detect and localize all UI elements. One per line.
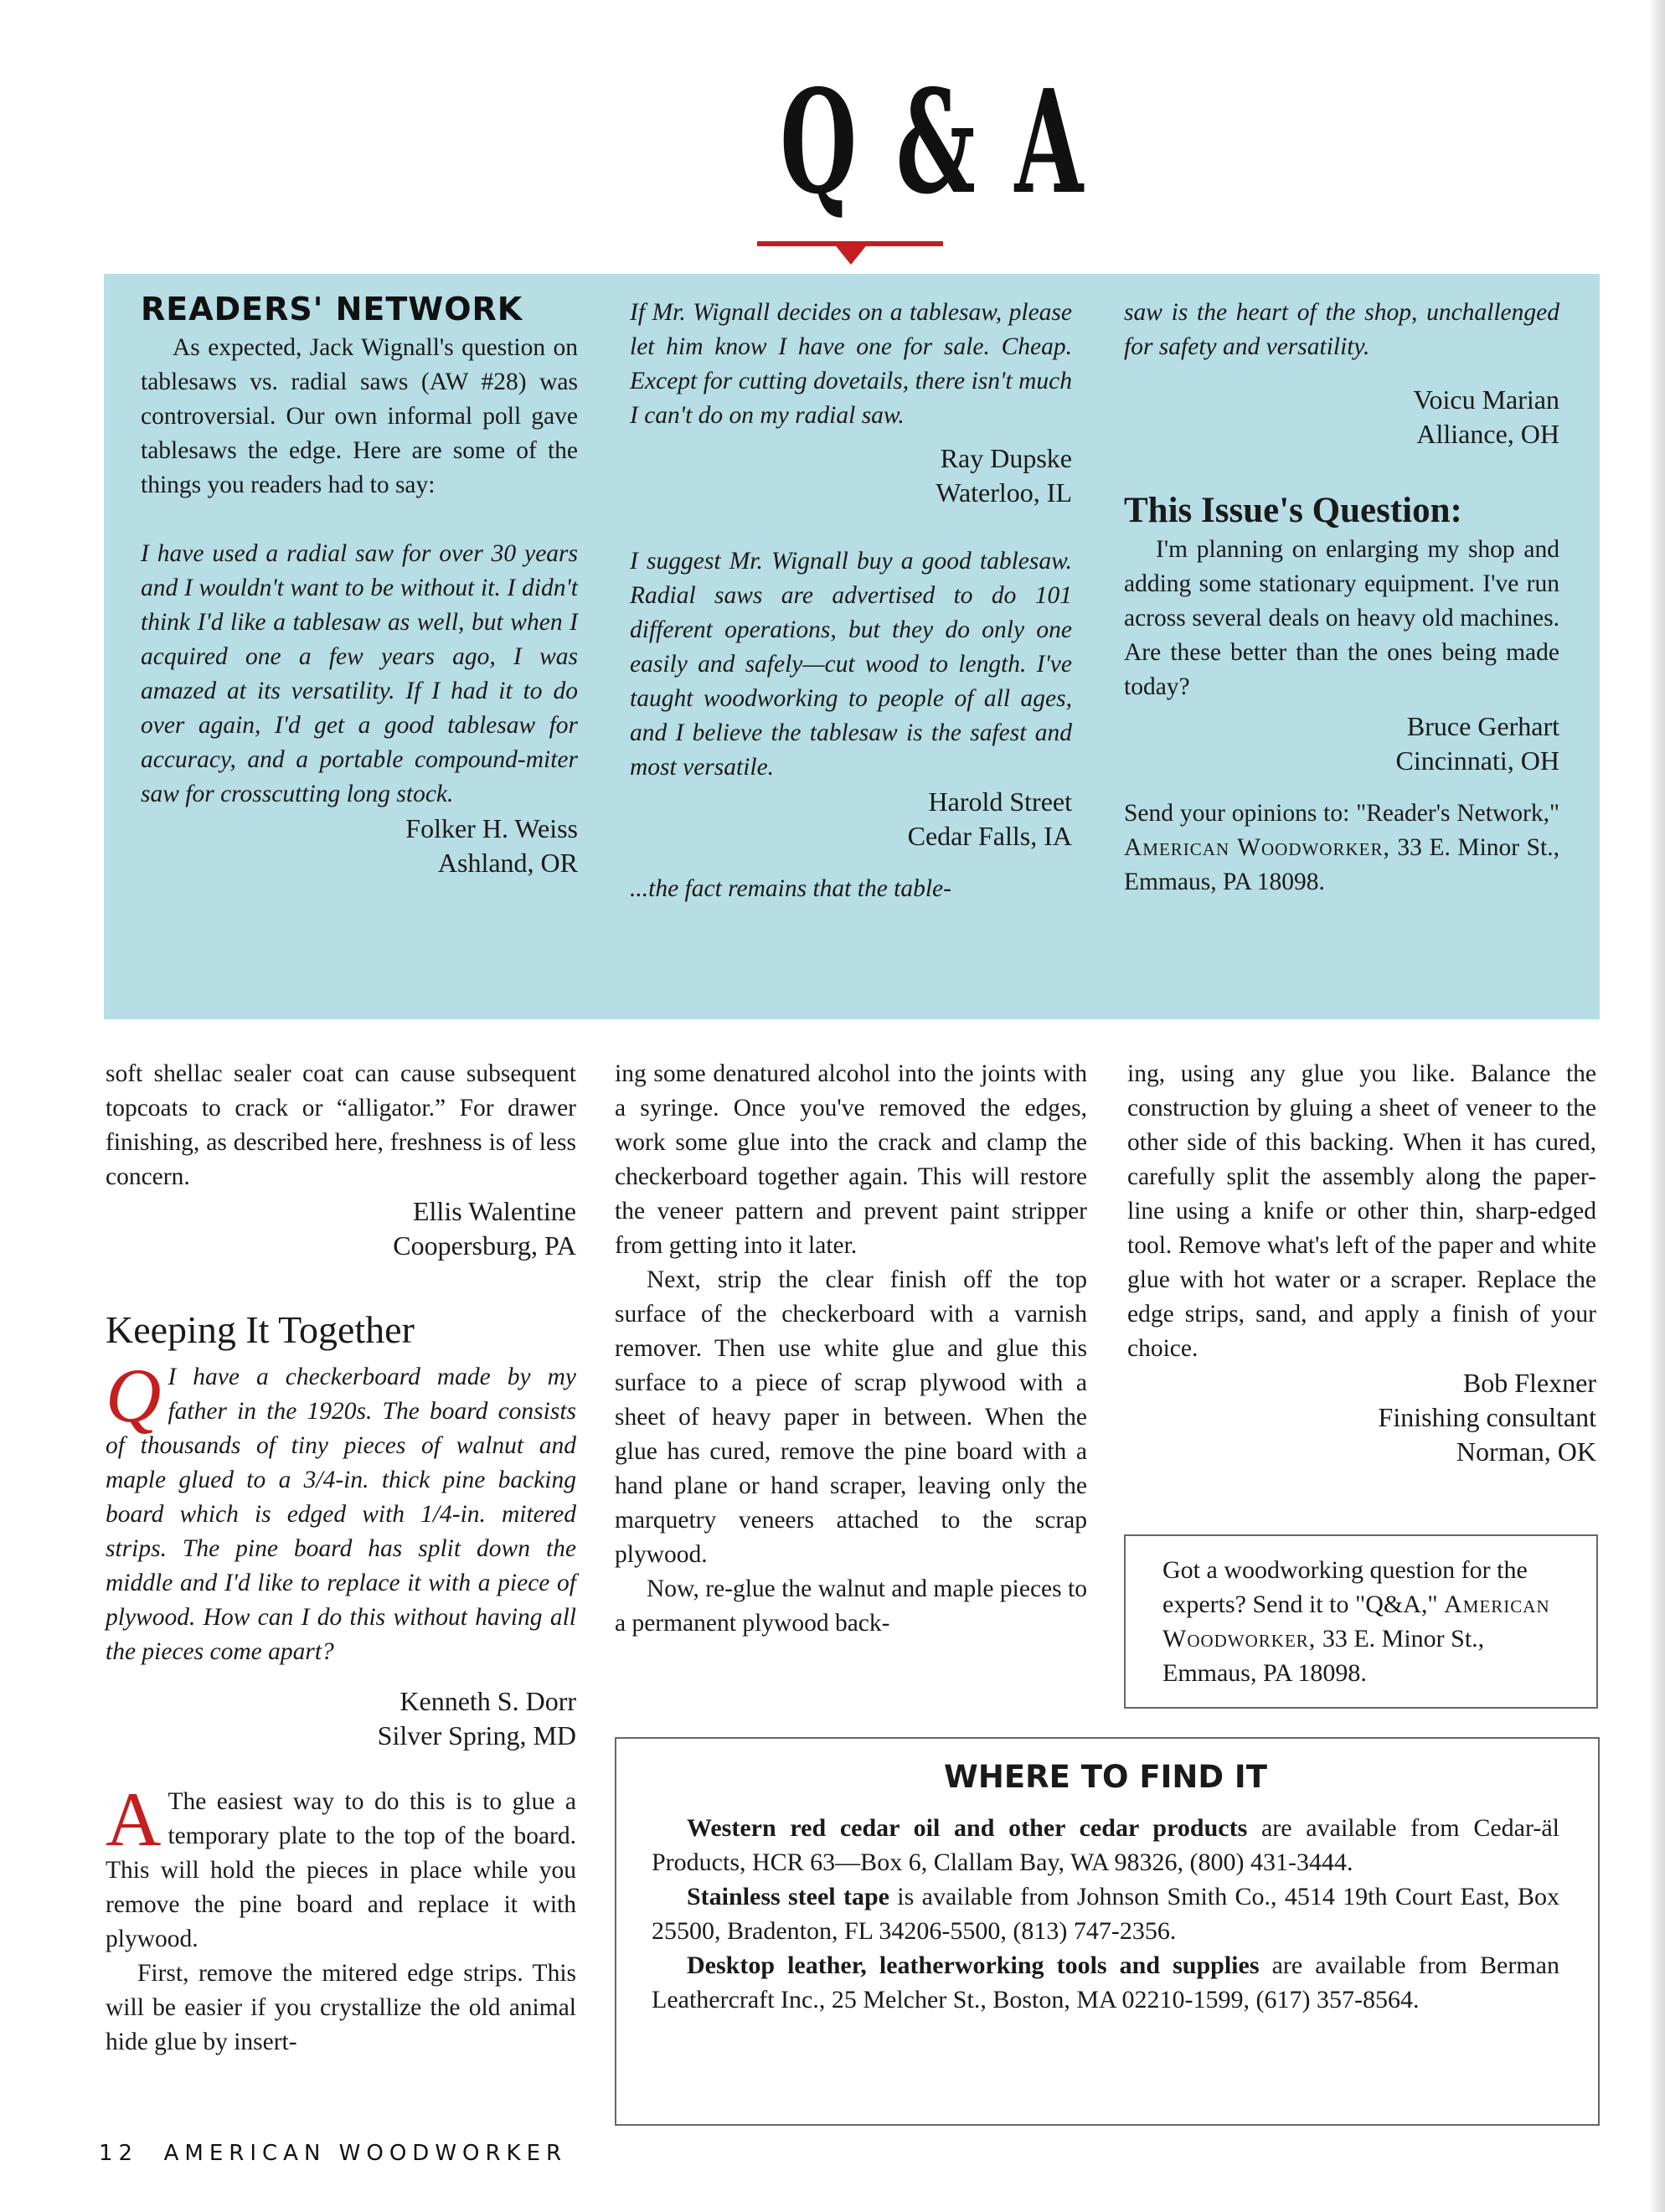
readers-network-col-2	[630, 296, 1072, 906]
source-item: Desktop leather, leatherworking tools and supplies are available from Berman Leathercraft Inc., 25 Melcher St., Boston, MA 02210-1599, (617) 357-8564.	[652, 1952, 1559, 2013]
answer-location: Coopersburg, PA	[393, 1230, 576, 1261]
question-text: Q I have a checkerboard made by my father in the 1920s. The board consists of thousands of tiny pieces of walnut and maple glued to a 3/4-in. thick pine backing board which is edged with 1/4-in. mitered strips. The pine board has split down the middle and I'd like to replace it with a piece of plywood. How can I do this without having all the pieces come apart?	[106, 1353, 576, 1665]
readers-network-heading: READERS' NETWORK	[141, 291, 523, 327]
column-3	[1127, 1057, 1596, 1469]
answer-author: Bob Flexner	[1462, 1368, 1596, 1398]
readers-network-col-1	[141, 289, 578, 880]
readers-network-col-3	[1124, 296, 1559, 900]
answer-continued: ing some denatured alcohol into the joints with a syringe. Once you've removed the edges, work some glue into the crack and clamp the checkerboard together again. This will restore the veneer pattern and prevent paint stripper from getting into it later.	[615, 1060, 1087, 1259]
readers-network-intro: As expected, Jack Wignall's question on tablesaws vs. radial saws (AW #28) was controversial. Our own informal poll gave tablesaws the edge. Here are some of the things you readers had to say:	[141, 334, 578, 498]
section-title: Q & A	[780, 59, 1088, 226]
letter-location: Waterloo, IL	[936, 477, 1072, 508]
got-question-box	[1124, 1534, 1598, 1709]
answer-author: Ellis Walentine	[412, 1196, 576, 1226]
letter-text: I suggest Mr. Wignall buy a good tablesaw. Radial saws are advertised to do 101 different operations, but they do only one easily and safely—cut wood to length. I've taught woodworking to people of all ages, and I believe the tablesaw is the safest and most versatile.	[630, 548, 1072, 781]
letter-location: Ashland, OR	[437, 848, 578, 878]
letter-signature	[1124, 383, 1559, 451]
letter-author: Ray Dupske	[940, 443, 1072, 473]
magazine-name: American Woodworker,	[1124, 834, 1390, 861]
answer-text-2: First, remove the mitered edge strips. This will be easier if you crystallize the old animal hide glue by insert-	[106, 1960, 576, 2055]
question-author: Kenneth S. Dorr	[399, 1686, 576, 1716]
got-question-text: Got a woodworking question for the experts? Send it to "Q&A," American Woodworker, 33 E. Minor St., Emmaus, PA 18098.	[1162, 1556, 1550, 1687]
answer-paragraph: Now, re-glue the walnut and maple pieces to a permanent plywood back-	[615, 1575, 1087, 1637]
previous-answer-signature	[106, 1194, 576, 1263]
answer-continued: ing, using any glue you like. Balance the construction by gluing a sheet of veneer to the other side of this backing. When it has cured, carefully split the assembly along the paper-line using a knife or other thin, sharp-edged tool. Remove what's left of the paper and white glue with hot water or a scraper. Replace the edge strips, sand, and apply a finish of your choice.	[1127, 1060, 1596, 1362]
column-2	[615, 1057, 1087, 1641]
letter-author: Voicu Marian	[1413, 384, 1559, 415]
letter-location: Cincinnati, OH	[1395, 745, 1559, 776]
letter-text-start: ...the fact remains that the table-	[630, 875, 951, 902]
letter-location: Cedar Falls, IA	[907, 821, 1072, 851]
letter-text-continued: saw is the heart of the shop, unchallenged for safety and versatility.	[1124, 299, 1559, 360]
answer-author-title: Finishing consultant	[1378, 1402, 1596, 1432]
issue-question-heading: This Issue's Question:	[1124, 491, 1462, 530]
footer-magazine-name: AMERICAN WOODWORKER	[163, 2141, 568, 2166]
previous-answer-end: soft shellac sealer coat can cause subsequent topcoats to crack or “alligator.” For drawer finishing, as described here, freshness is of less concern.	[106, 1060, 576, 1190]
where-to-find-box	[615, 1737, 1600, 2126]
column-1	[106, 1057, 576, 2060]
question-dropcap: Q	[106, 1353, 162, 1438]
question-location: Silver Spring, MD	[377, 1720, 576, 1751]
send-opinions: Send your opinions to: "Reader's Network," American Woodworker, 33 E. Minor St., Emmaus, PA 18098.	[1124, 800, 1560, 895]
issue-question-signature	[1124, 709, 1559, 778]
readers-network-box	[104, 274, 1600, 1019]
answer-dropcap: A	[106, 1776, 162, 1862]
source-item: Western red cedar oil and other cedar products are available from Cedar-äl Products, HCR 63—Box 6, Clallam Bay, WA 98326, (800) 431-3444.	[652, 1814, 1560, 1876]
magazine-name: American Woodworker,	[1162, 1591, 1550, 1653]
letter-text: If Mr. Wignall decides on a tablesaw, please let him know I have one for sale. Cheap. Except for cutting dovetails, there isn't much I can't do on my radial saw.	[630, 299, 1072, 429]
answer-signature	[1127, 1366, 1596, 1469]
letter-author: Bruce Gerhart	[1406, 711, 1559, 741]
source-item: Stainless steel tape is available from Johnson Smith Co., 4514 19th Court East, Box 25500, Bradenton, FL 34206-5500, (813) 747-2356.	[652, 1883, 1559, 1945]
letter-signature	[630, 441, 1072, 510]
page-edge-shadow	[1648, 0, 1665, 2212]
masthead	[737, 59, 1088, 226]
letter-author: Folker H. Weiss	[405, 813, 578, 843]
question-signature	[106, 1684, 576, 1753]
answer-paragraph: Next, strip the clear finish off the top surface of the checkerboard with a varnish remover. Then use white glue and glue this surface to a piece of scrap plywood with a sheet of heavy paper in between. When the glue has cured, remove the pine board with a hand plane or hand scraper, leaving only the marquetry veneers attached to the scrap plywood.	[615, 1266, 1087, 1568]
letter-text: I have used a radial saw for over 30 years and I wouldn't want to be without it. I didn't think I'd like a tablesaw as well, but when I acquired one a few years ago, I was amazed at its versatility. If I had it to do over again, I'd get a good tablesaw for accuracy, and a portable compound-miter saw for crosscutting long stock.	[141, 540, 578, 807]
answer-location: Norman, OK	[1456, 1436, 1596, 1467]
letter-location: Alliance, OH	[1416, 419, 1559, 449]
answer-text: A The easiest way to do this is to glue a temporary plate to the top of the board. This will hold the pieces in place while you remove the pine board and replace it with plywood.	[106, 1776, 576, 1952]
article-heading: Keeping It Together	[106, 1308, 415, 1351]
page-number: 12	[99, 2141, 139, 2166]
letter-signature	[141, 812, 578, 880]
masthead-arrow-icon	[833, 243, 869, 265]
issue-question-text: I'm planning on enlarging my shop and adding some stationary equipment. I've run across several deals on heavy old machines. Are these better than the ones being made today?	[1124, 536, 1559, 700]
letter-signature	[630, 785, 1072, 853]
letter-author: Harold Street	[928, 786, 1072, 817]
where-to-find-heading: WHERE TO FIND IT	[944, 1759, 1267, 1795]
page-footer	[99, 2141, 567, 2166]
